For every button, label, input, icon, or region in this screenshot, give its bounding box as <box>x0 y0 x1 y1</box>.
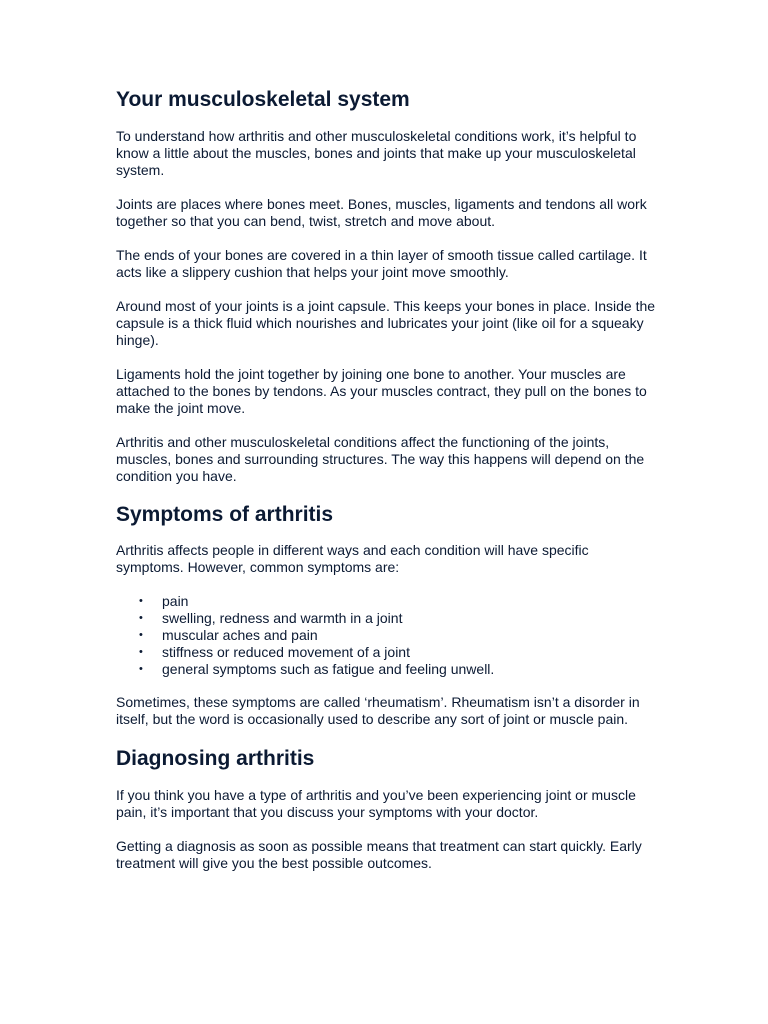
list-item <box>116 610 656 627</box>
list-item <box>116 661 656 678</box>
document-page <box>116 86 656 889</box>
paragraph: To understand how arthritis and other musculoskeletal conditions work, it’s helpful to know a little about the muscles, bones and joints that make up your musculoskeletal system. <box>116 128 637 178</box>
paragraph: Getting a diagnosis as soon as possible means that treatment can start quickly. Early treatment will give you the best possible outcomes. <box>116 838 642 871</box>
list-item <box>116 627 656 644</box>
paragraph: If you think you have a type of arthritis and you’ve been experiencing joint or muscle pain, it’s important that you discuss your symptoms with your doctor. <box>116 787 636 820</box>
list-item-text: stiffness or reduced movement of a joint <box>162 644 410 660</box>
paragraph: Arthritis and other musculoskeletal conditions affect the functioning of the joints, muscles, bones and surrounding structures. The way this happens will depend on the condition you have. <box>116 434 645 484</box>
bullet-icon: • <box>139 612 143 624</box>
bullet-icon: • <box>139 663 143 675</box>
list-item-text: pain <box>162 593 189 609</box>
paragraph: The ends of your bones are covered in a thin layer of smooth tissue called cartilage. It acts like a slippery cushion that helps your joint move smoothly. <box>116 247 647 280</box>
paragraph: Joints are places where bones meet. Bones, muscles, ligaments and tendons all work together so that you can bend, twist, stretch and move about. <box>116 196 647 229</box>
symptoms-outro: Sometimes, these symptoms are called ‘rheumatism’. Rheumatism isn’t a disorder in itself, but the word is occasionally used to describe any sort of joint or muscle pain. <box>116 694 640 727</box>
symptoms-intro: Arthritis affects people in different ways and each condition will have specific symptoms. However, common symptoms are: <box>116 542 589 575</box>
list-item-text: swelling, redness and warmth in a joint <box>162 610 403 626</box>
list-item <box>116 593 656 610</box>
bullet-icon: • <box>139 646 143 658</box>
paragraph: Ligaments hold the joint together by joining one bone to another. Your muscles are attached to the bones by tendons. As your muscles contract, they pull on the bones to make the joint move. <box>116 366 647 416</box>
section-title-diagnosing: Diagnosing arthritis <box>116 747 315 770</box>
list-item-text: general symptoms such as fatigue and feeling unwell. <box>162 661 495 677</box>
section-title-musculoskeletal: Your musculoskeletal system <box>116 88 410 111</box>
list-item <box>116 644 656 661</box>
list-item-text: muscular aches and pain <box>162 627 318 643</box>
paragraph: Around most of your joints is a joint capsule. This keeps your bones in place. Inside the capsule is a thick fluid which nourishes and lubricates your joint (like oil for a squeaky hinge). <box>116 298 656 348</box>
bullet-icon: • <box>139 629 143 641</box>
symptoms-list <box>116 593 656 678</box>
bullet-icon: • <box>139 595 143 607</box>
section-title-symptoms: Symptoms of arthritis <box>116 503 334 526</box>
